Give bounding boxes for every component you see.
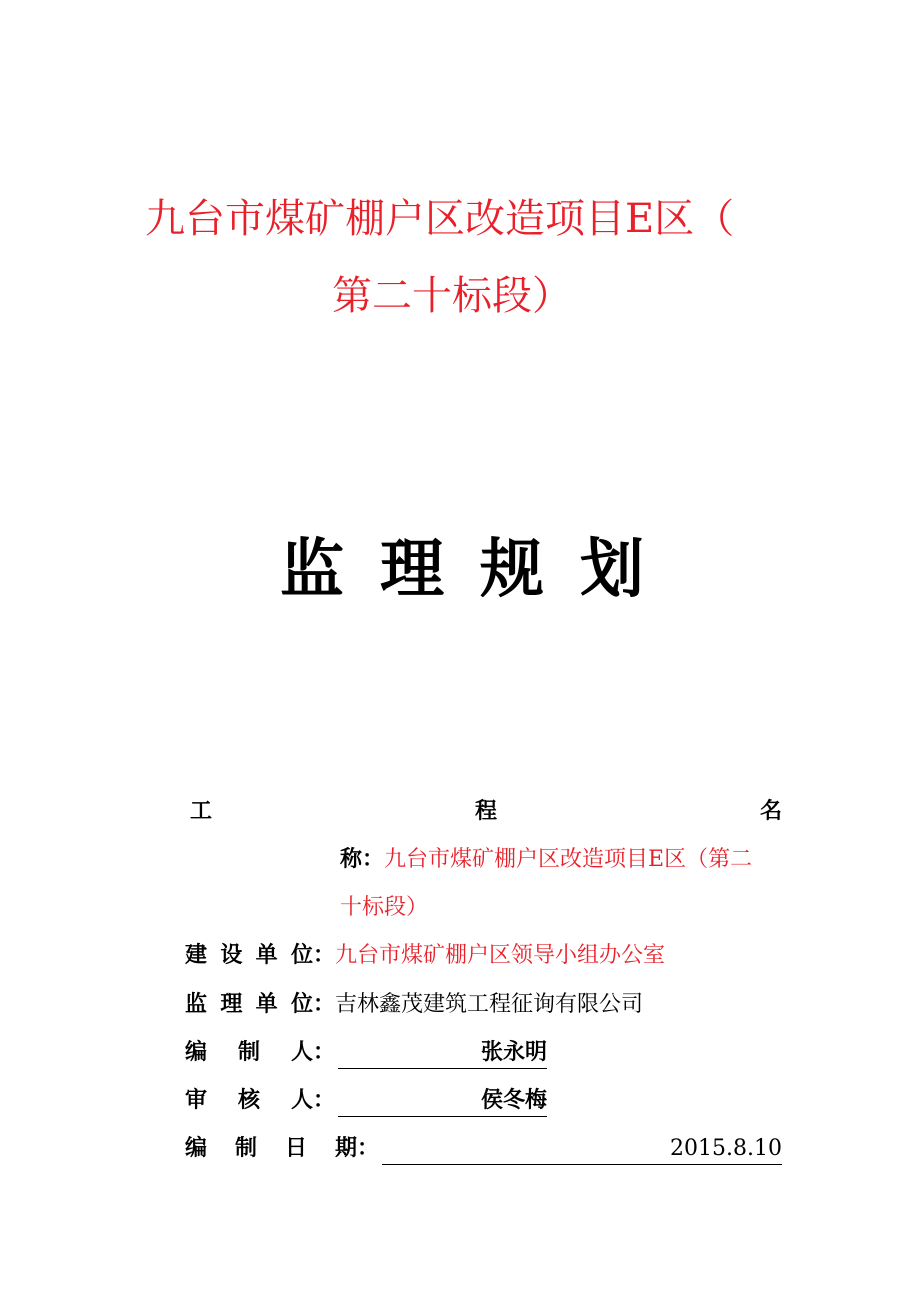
construction-unit-value: 九台市煤矿棚户区领导小组办公室	[335, 943, 666, 968]
label-char: 单	[255, 992, 278, 1017]
project-name-label	[190, 797, 782, 827]
compiler-field	[338, 1038, 547, 1069]
compile-date-field	[382, 1134, 782, 1165]
document-title: 监理规划	[280, 533, 680, 607]
construction-unit-row	[185, 941, 665, 971]
label-char: 编	[185, 1040, 208, 1065]
supervision-unit-label	[185, 990, 313, 1020]
reviewer-field	[338, 1086, 547, 1117]
label-char: 名	[759, 799, 782, 824]
compile-date-value: 2015.8.10	[670, 1136, 782, 1161]
label-char: 位	[290, 943, 313, 968]
label-char: 监	[185, 992, 208, 1017]
reviewer-value: 侯冬梅	[480, 1088, 547, 1113]
label-colon: ：	[313, 992, 336, 1017]
cover-title-line1: 九台市煤矿棚户区改造项目E区（	[145, 196, 735, 242]
label-char: 制	[237, 1040, 260, 1065]
label-char: 审	[185, 1088, 208, 1113]
compiler-row	[185, 1038, 335, 1068]
reviewer-row	[185, 1086, 335, 1116]
project-name-value-line2: 十标段）	[340, 895, 429, 920]
label-char: 人	[290, 1088, 313, 1113]
construction-unit-label	[185, 941, 313, 971]
compiler-value: 张永明	[480, 1040, 547, 1065]
label-char: 制	[234, 1136, 257, 1161]
label-char: 编	[185, 1136, 208, 1161]
cover-title-line2: 第二十标段）	[332, 273, 572, 319]
label-colon: ：	[313, 1040, 336, 1065]
project-name-value: 九台市煤矿棚户区改造项目E区（第二	[384, 847, 753, 872]
label-char: 期	[334, 1136, 357, 1161]
label-colon: ：	[357, 1136, 380, 1161]
label-char: 设	[220, 943, 243, 968]
compiler-label	[185, 1038, 313, 1068]
label-char: 程	[474, 799, 497, 824]
label-colon: ：	[313, 1088, 336, 1113]
reviewer-label	[185, 1086, 313, 1116]
label-char: 日	[284, 1136, 307, 1161]
label-char: 核	[237, 1088, 260, 1113]
label-char: 单	[255, 943, 278, 968]
project-name-value-line1	[340, 845, 752, 875]
label-char: 位	[290, 992, 313, 1017]
supervision-unit-row	[185, 990, 643, 1020]
label-char: 建	[185, 943, 208, 968]
label-char: 工	[190, 799, 213, 824]
project-name-label-end: 称：	[340, 847, 385, 872]
label-colon: ：	[313, 943, 336, 968]
compile-date-row	[185, 1134, 379, 1164]
compile-date-label	[185, 1134, 357, 1164]
label-char: 人	[290, 1040, 313, 1065]
supervision-unit-value: 吉林鑫茂建筑工程征询有限公司	[335, 992, 644, 1017]
label-char: 理	[220, 992, 243, 1017]
